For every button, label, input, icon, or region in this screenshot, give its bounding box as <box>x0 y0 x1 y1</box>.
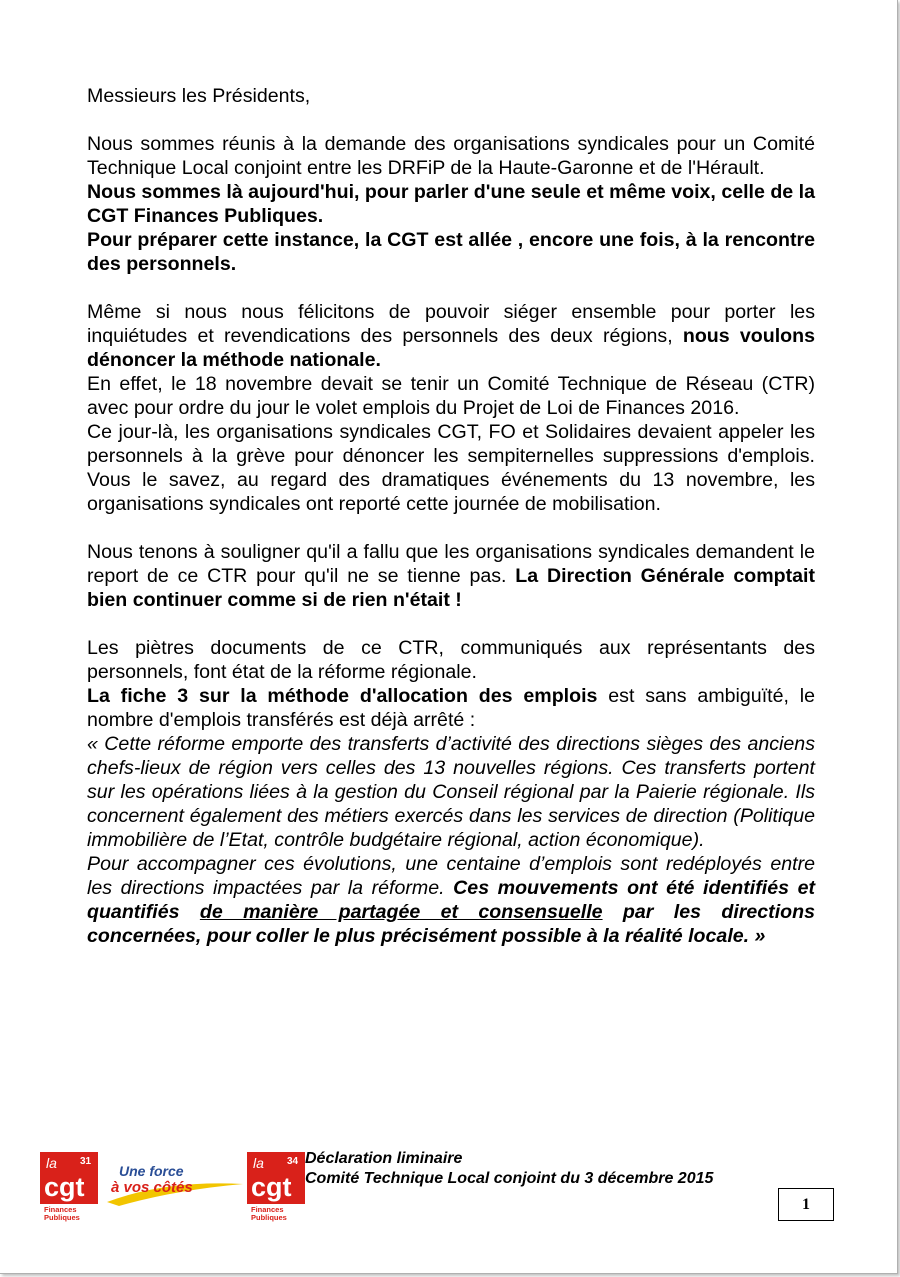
cgt-34-logo <box>247 1152 305 1222</box>
bold-statement-meeting: Pour préparer cette instance, la CGT est allée , encore une fois, à la rencontre des personnels. <box>87 229 815 275</box>
logo-34-number: 34 <box>287 1156 299 1167</box>
fiche-bold: La fiche 3 sur la méthode d'allocation des emplois <box>87 685 598 707</box>
slogan-line1: Une force <box>119 1163 184 1179</box>
quote-bold-a: Ces mouvements ont été identifiés et quantifiés <box>87 877 815 923</box>
intro-text: Nous sommes réunis à la demande des organisations syndicales pour un Comité Technique Local conjoint entre les DRFiP de la Haute-Garonne et de l'Hérault. <box>87 133 815 179</box>
logo-34-cgt: cgt <box>251 1172 292 1202</box>
quote-bold-b: par les directions concernées, pour coller le plus précisément possible à la réalité locale. » <box>87 901 815 947</box>
slogan-logo <box>105 1162 245 1207</box>
footer-title-line2: Comité Technique Local conjoint du 3 décembre 2015 <box>305 1170 714 1187</box>
salutation: Messieurs les Présidents, <box>87 85 311 107</box>
paragraph-strike: Ce jour-là, les organisations syndicales CGT, FO et Solidaires devaient appeler les personnels à la grève pour dénoncer les sempiternelles suppressions d'emplois. Vous le savez, au regard des dramatiques événements du 13 novembre, les organisations syndicales ont reporté cette journée de mobilisation. <box>87 421 815 515</box>
quote-underlined: de manière partagée et consensuelle <box>199 901 603 923</box>
logo-34-publiques: Publiques <box>251 1213 287 1222</box>
report-bold: La Direction Générale comptait bien continuer comme si de rien n'était ! <box>87 565 815 611</box>
method-text: Même si nous nous félicitons de pouvoir siéger ensemble pour porter les inquiétudes et revendications des personnels des deux régions, <box>87 301 815 347</box>
logo-31-number: 31 <box>80 1156 92 1167</box>
logo-31-cgt: cgt <box>44 1172 85 1202</box>
document-body <box>87 84 815 948</box>
logo-31-finances: Finances <box>44 1205 77 1214</box>
logo-31-publiques: Publiques <box>44 1213 80 1222</box>
logo-34-finances: Finances <box>251 1205 284 1214</box>
footer-title <box>305 1149 713 1189</box>
paragraph-report <box>87 540 815 612</box>
paragraph-ctr: En effet, le 18 novembre devait se tenir un Comité Technique de Réseau (CTR) avec pour ordre du jour le volet emplois du Projet de Loi de Finances 2016. <box>87 373 815 419</box>
footer-title-line1: Déclaration liminaire <box>305 1150 463 1167</box>
cgt-31-logo <box>40 1152 98 1222</box>
logo-34-la: la <box>253 1155 264 1171</box>
method-bold: nous voulons dénoncer la méthode nationale. <box>87 325 816 371</box>
logo-31-la: la <box>46 1155 57 1171</box>
quote-part2 <box>87 852 815 948</box>
slogan-line2: à vos côtés <box>111 1179 193 1196</box>
fiche-text: est sans ambiguïté, le nombre d'emplois transférés est déjà arrêté : <box>87 685 815 731</box>
bold-statement-voice: Nous sommes là aujourd'hui, pour parler d'une seule et même voix, celle de la CGT Finances Publiques. <box>87 181 815 227</box>
paragraph-documents: Les piètres documents de ce CTR, communiqués aux représentants des personnels, font état de la réforme régionale. <box>87 637 815 683</box>
quote-text: Pour accompagner ces évolutions, une centaine d’emplois sont redéployés entre les directions impactées par la réforme. <box>87 853 815 899</box>
paragraph-intro <box>87 132 815 180</box>
page-number: 1 <box>778 1188 834 1221</box>
quote-part1: « Cette réforme emporte des transferts d’activité des directions sièges des anciens chefs-lieux de région vers celles des 13 nouvelles régions. Ces transferts portent sur les opérations liées à la gestion du Conseil régional par la Paierie régionale. Ils concernent également des métiers exercés dans les services de direction (Politique immobilière de l’Etat, contrôle budgétaire régional, action économique). <box>87 733 815 851</box>
report-text: Nous tenons à souligner qu'il a fallu que les organisations syndicales demandent le report de ce CTR pour qu'il ne se tienne pas. <box>87 541 815 587</box>
paragraph-fiche <box>87 684 815 732</box>
paragraph-method <box>87 300 815 372</box>
